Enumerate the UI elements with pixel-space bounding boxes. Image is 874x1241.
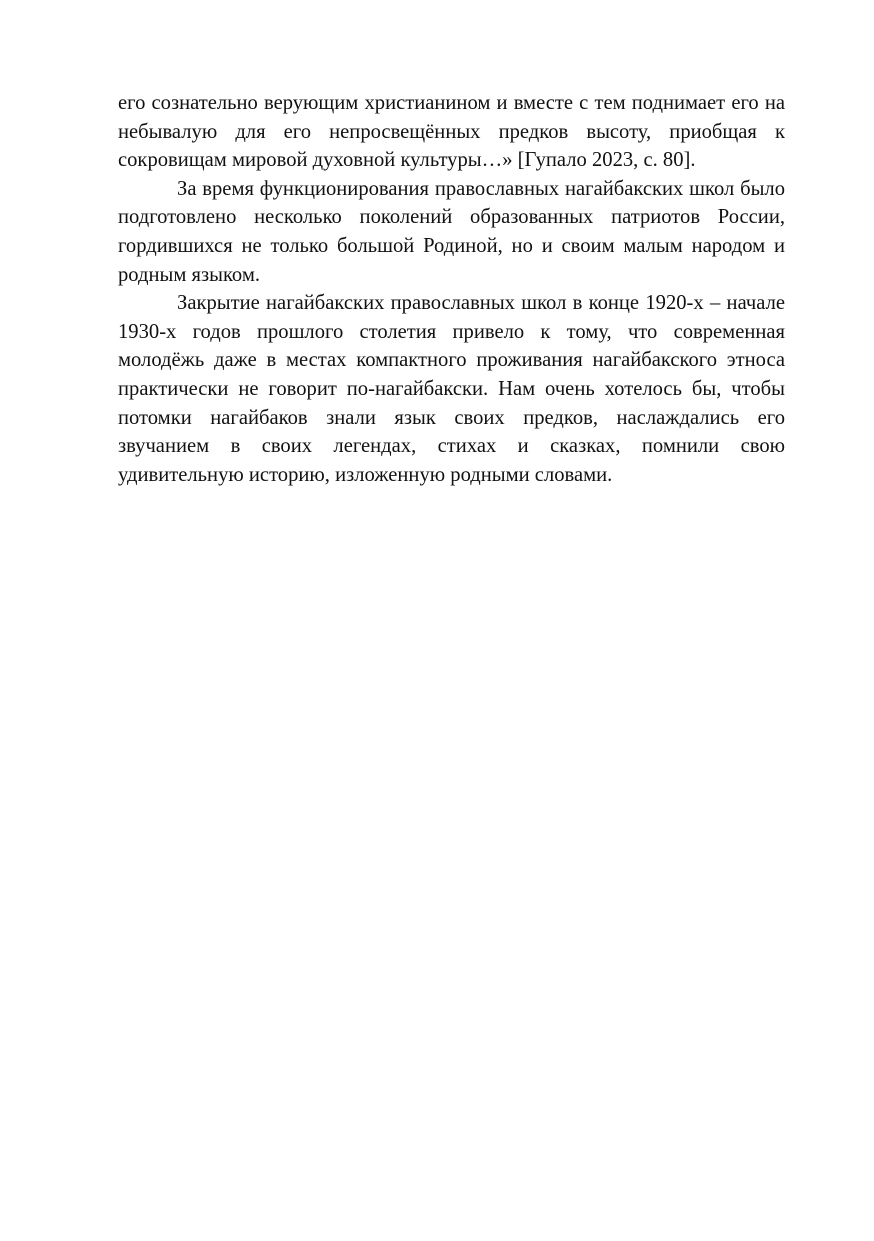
body-text <box>118 89 785 489</box>
paragraph-closure: Закрытие нагайбакских православных школ в конце 1920-х – начале 1930-х годов прошлого столетия привело к тому, что современная молодёжь даже в местах компактного проживания нагайбакского этноса практически не говорит по-нагайбакски. Нам очень хотелось бы, чтобы потомки нагайбаков знали язык своих предков, наслаждались его звучанием в своих легендах, стихах и сказках, помнили свою удивительную историю, изложенную родными словами. <box>118 292 785 486</box>
paragraph-quote-continuation: его сознательно верующим христианином и вместе с тем поднимает его на небывалую для его непросвещённых предков высоту, приобщая к сокровищам мировой духовной культуры…» [Гупало 2023, с. 80]. <box>118 92 785 172</box>
paragraph-schools: За время функционирования православных нагайбакских школ было подготовлено несколько поколений образованных патриотов России, гордившихся не только большой Родиной, но и своим малым народом и родным языком. <box>118 177 785 286</box>
